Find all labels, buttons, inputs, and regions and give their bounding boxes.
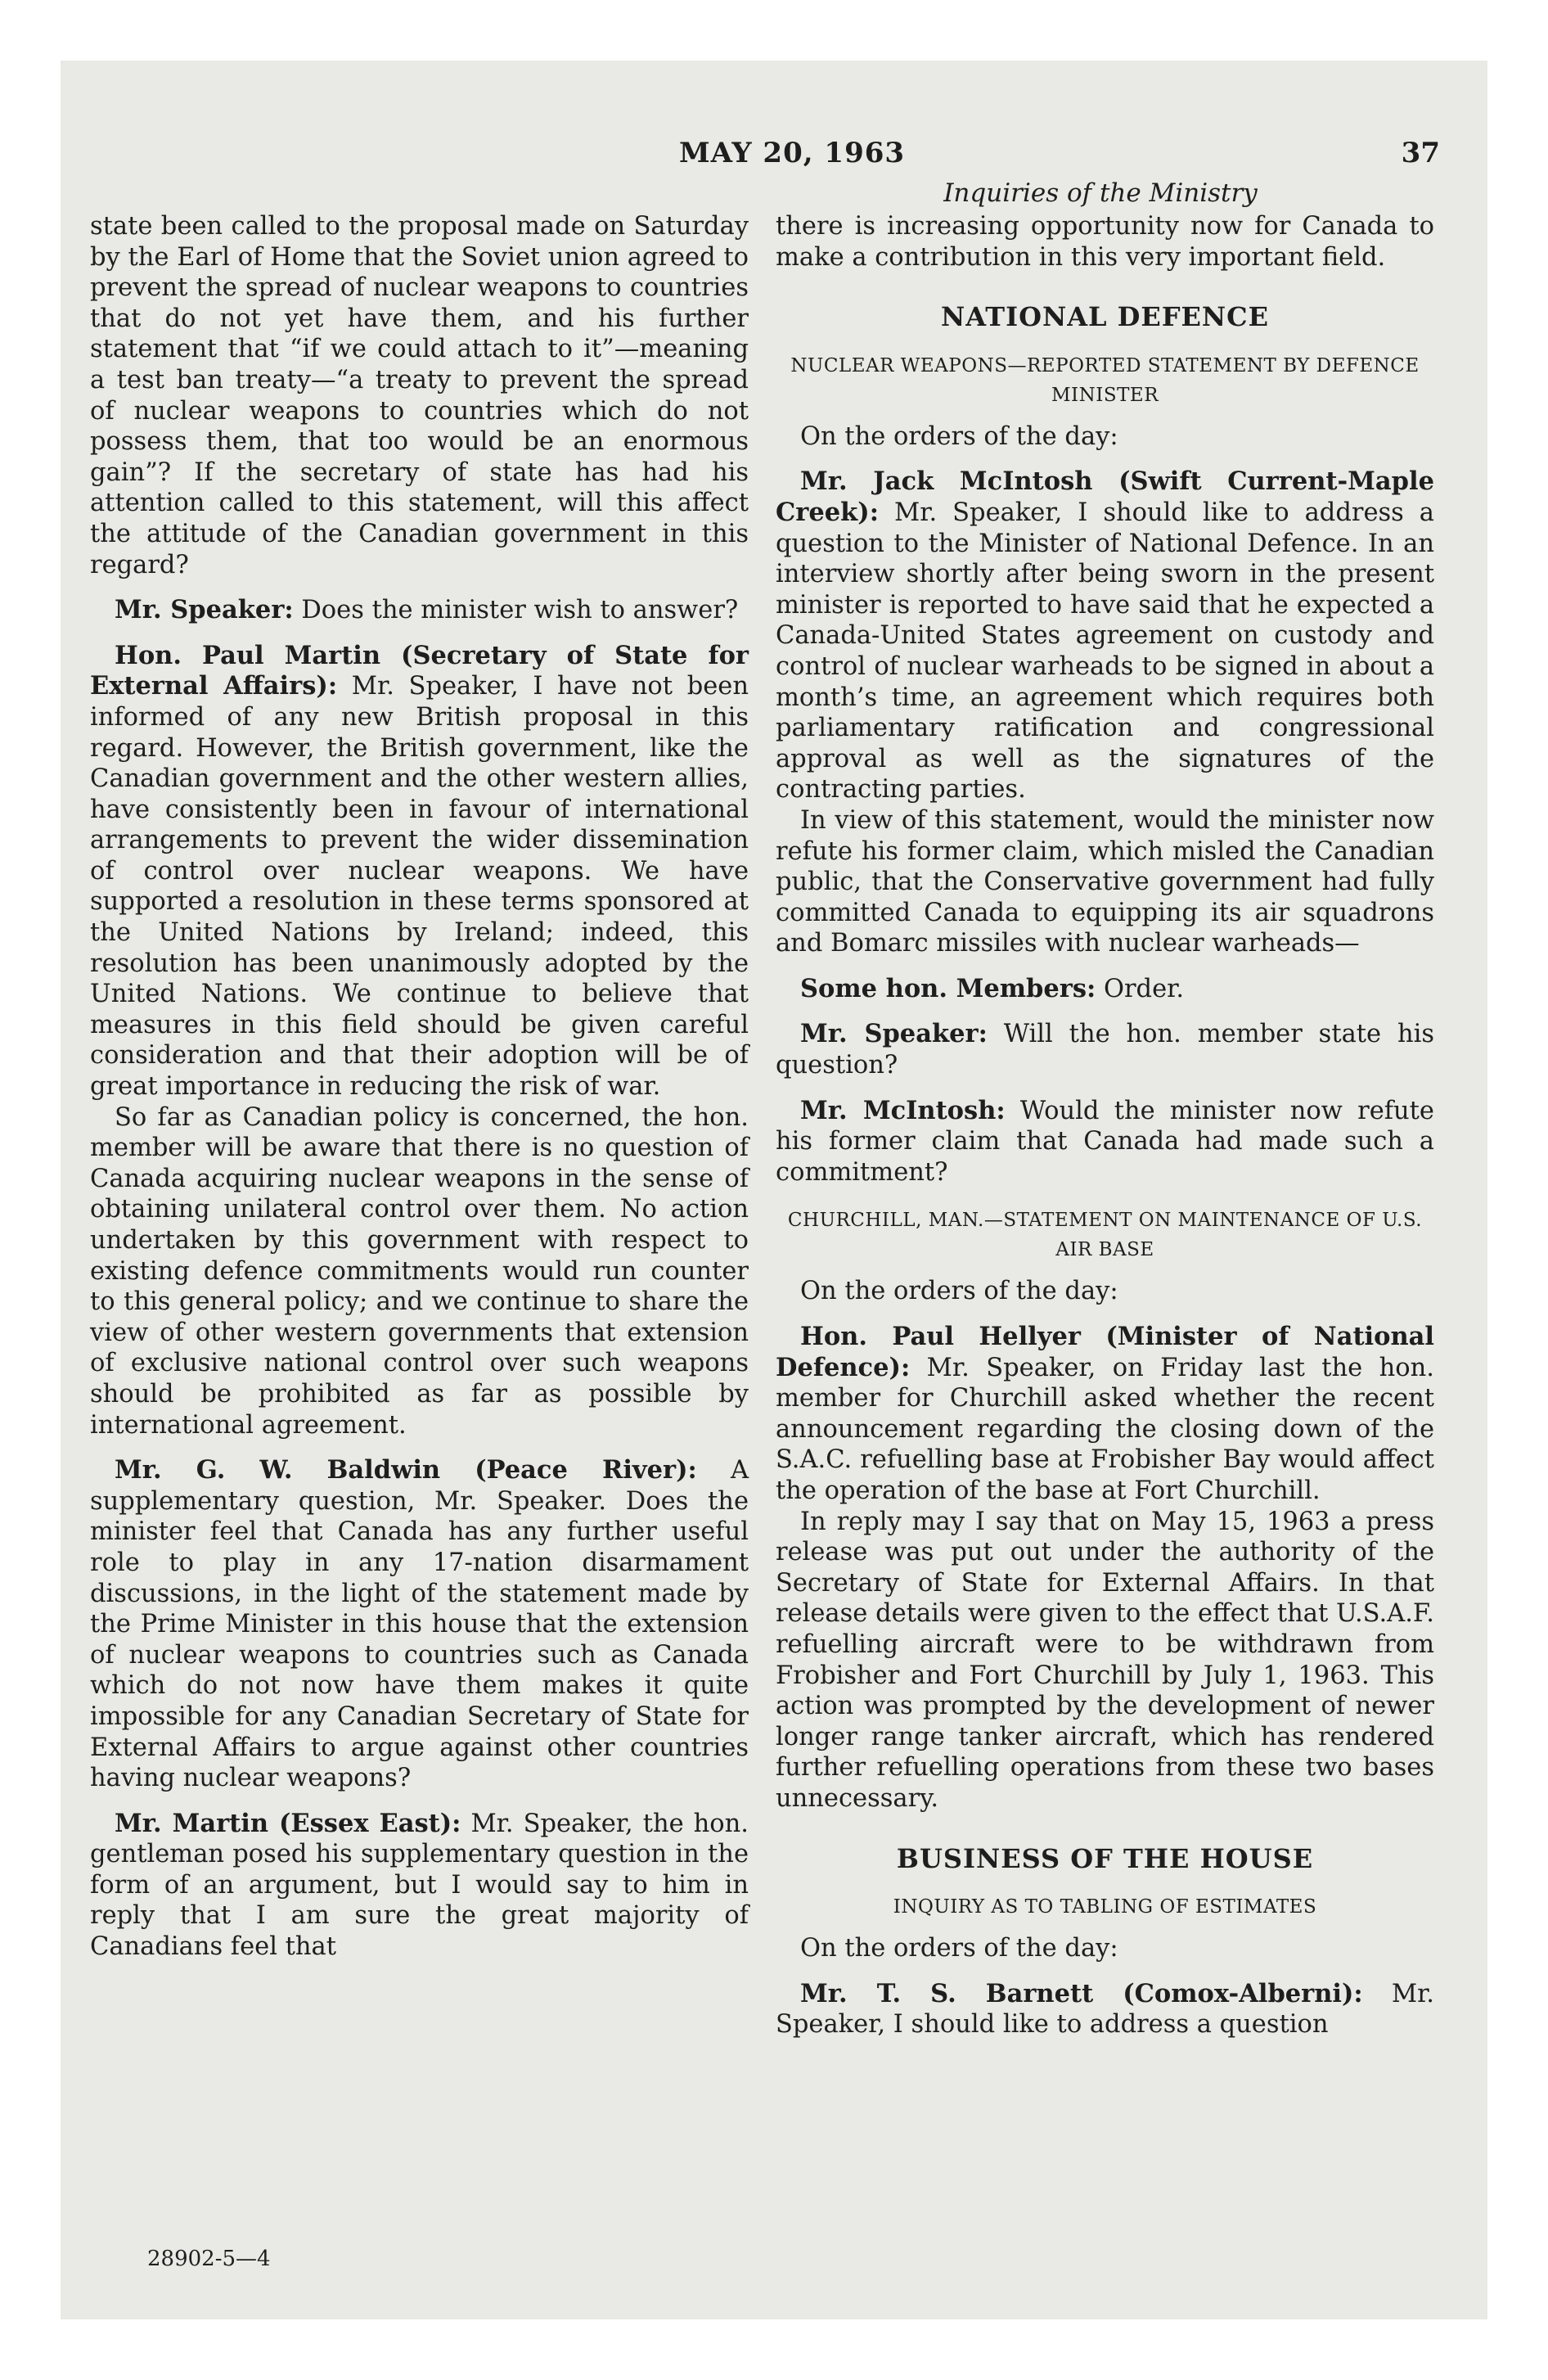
- header-date: MAY 20, 1963: [679, 137, 906, 169]
- section-subheading: NUCLEAR WEAPONS—REPORTED STATEMENT BY DEFENCE MINISTER: [790, 354, 1420, 406]
- paragraph: [90, 595, 749, 626]
- orders-of-the-day: On the orders of the day:: [800, 421, 1118, 451]
- speech-text: A supplementary question, Mr. Speaker. Does the minister feel that Canada has any further useful role to play in any 17-nation disarmament discussions, in the light of the statement made by the Prime Minister in this house that the extension of nuclear weapons to countries such as Canada which do not now have them makes it quite impossible for any Canadian Secretary of State for External Affairs to argue against other countries having nuclear weapons?: [90, 1456, 749, 1793]
- paragraph: state been called to the proposal made on Saturday by the Earl of Home that the Soviet union agreed to prevent the spread of nuclear weapons to countries that do not yet have them, and his further statement that “if we could attach to it”—meaning a test ban treaty—“a treaty to prevent the spread of nuclear weapons to countries which do not possess them, that too would be an enormous gain”? If the secretary of state has had his attention called to this statement, will this affect the attitude of the Canadian government in this regard?: [90, 212, 749, 579]
- speaker-name: Mr. Speaker:: [800, 1019, 988, 1049]
- speaker-name: Mr. Martin (Essex East):: [115, 1808, 461, 1838]
- paragraph: there is increasing opportunity now for Canada to make a contribution in this very important field.: [776, 212, 1434, 272]
- paragraph: In view of this statement, would the minister now refute his former claim, which misled the Canadian public, that the Conservative government had fully committed Canada to equipping its air squadrons and Bomarc missiles with nuclear warheads—: [776, 805, 1434, 958]
- speaker-name: Mr. T. S. Barnett (Comox-Alberni):: [800, 1978, 1363, 2008]
- paragraph: [776, 1322, 1434, 1507]
- running-head: Inquiries of the Ministry: [943, 178, 1258, 208]
- speech-text: Mr. Speaker, I should like to address a question to the Minister of National Defence. In an interview shortly after being sworn in the present minister is reported to have said that he expected a Canada-United States agreement on custody and control of nuclear warheads to be signed in about a month’s time, an agreement which requires both parliamentary ratification and congressional approval as well as the signatures of the contracting parties.: [776, 498, 1434, 805]
- speaker-name: Some hon. Members:: [800, 973, 1096, 1003]
- section-heading: BUSINESS OF THE HOUSE: [896, 1842, 1314, 1874]
- page-header: [90, 137, 1440, 178]
- section-subheading: CHURCHILL, MAN.—STATEMENT ON MAINTENANCE OF U.S. AIR BASE: [787, 1210, 1423, 1261]
- orders-of-the-day: On the orders of the day:: [800, 1277, 1118, 1306]
- page-number: 37: [1401, 137, 1440, 169]
- speaker-name: Mr. Jack McIntosh (Swift Current-Maple Creek):: [776, 467, 1434, 527]
- paragraph: [90, 641, 749, 1102]
- speaker-name: Mr. McIntosh:: [800, 1095, 1006, 1125]
- speech-text: Mr. Speaker, on Friday last the hon. member for Churchill asked whether the recent announcement regarding the closing down of the S.A.C. refuelling base at Frobisher Bay would affect the operation of the base at Fort Churchill.: [776, 1353, 1434, 1505]
- speech-text: Order.: [1096, 974, 1185, 1003]
- speaker-name: Hon. Paul Martin (Secretary of State for External Affairs):: [90, 640, 749, 701]
- speech-text: Will the hon. member state his question?: [776, 1020, 1434, 1080]
- section-subheading: INQUIRY AS TO TABLING OF ESTIMATES: [893, 1896, 1317, 1918]
- speech-text: Would the minister now refute his former claim that Canada had made such a commitment?: [776, 1096, 1434, 1187]
- paragraph: So far as Canadian policy is concerned, the hon. member will be aware that there is no question of Canada acquiring nuclear weapons in the sense of obtaining unilateral control over them. No action undertaken by this government with respect to existing defence commitments would run counter to this general policy; and we continue to share the view of other western governments that extension of exclusive national control over such weapons should be prohibited as far as possible by international agreement.: [90, 1102, 749, 1440]
- paragraph: [776, 1019, 1434, 1080]
- speech-text: Mr. Speaker, the hon. gentleman posed his supplementary question in the form of an argument, but I would say to him in reply that I am sure the great majority of Canadians feel that: [90, 1809, 749, 1962]
- speaker-name: Mr. G. W. Baldwin (Peace River):: [115, 1455, 697, 1485]
- right-column: [776, 211, 1434, 2040]
- paragraph: [776, 974, 1434, 1005]
- paragraph: [90, 1809, 749, 1963]
- section-heading: NATIONAL DEFENCE: [940, 301, 1270, 333]
- orders-of-the-day: On the orders of the day:: [800, 1934, 1118, 1963]
- speech-text: Mr. Speaker, I have not been informed of any new British proposal in this regard. However, the British government, like the Canadian government and the other western allies, have consistently been in favour of international arrangements to prevent the wider dissemination of control over nuclear weapons. We have supported a resolution in these terms sponsored at the United Nations by Ireland; indeed, this resolution has been unanimously adopted by the United Nations. We continue to believe that measures in this field should be given careful consideration and that their adoption will be of great importance in reducing the risk of war.: [90, 672, 749, 1102]
- speaker-name: Hon. Paul Hellyer (Minister of National Defence):: [776, 1322, 1434, 1382]
- speech-text: Mr. Speaker, I should like to address a question: [776, 1979, 1434, 2040]
- footer-code: 28902-5—4: [147, 2247, 271, 2271]
- paragraph: [776, 1979, 1434, 2040]
- speech-text: Does the minister wish to answer?: [293, 596, 739, 625]
- paragraph: In reply may I say that on May 15, 1963 a press release was put out under the authority of the Secretary of State for External Affairs. In that release details were given to the effect that U.S.A.F. refuelling aircraft were to be withdrawn from Frobisher and Fort Churchill by July 1, 1963. This action was prompted by the development of newer longer range tanker aircraft, which has rendered further refuelling operations from these two bases unnecessary.: [776, 1507, 1434, 1813]
- left-column: [90, 211, 749, 1963]
- speaker-name: Mr. Speaker:: [115, 595, 294, 625]
- paragraph: [776, 467, 1434, 805]
- paragraph: [776, 1096, 1434, 1188]
- paragraph: [90, 1455, 749, 1794]
